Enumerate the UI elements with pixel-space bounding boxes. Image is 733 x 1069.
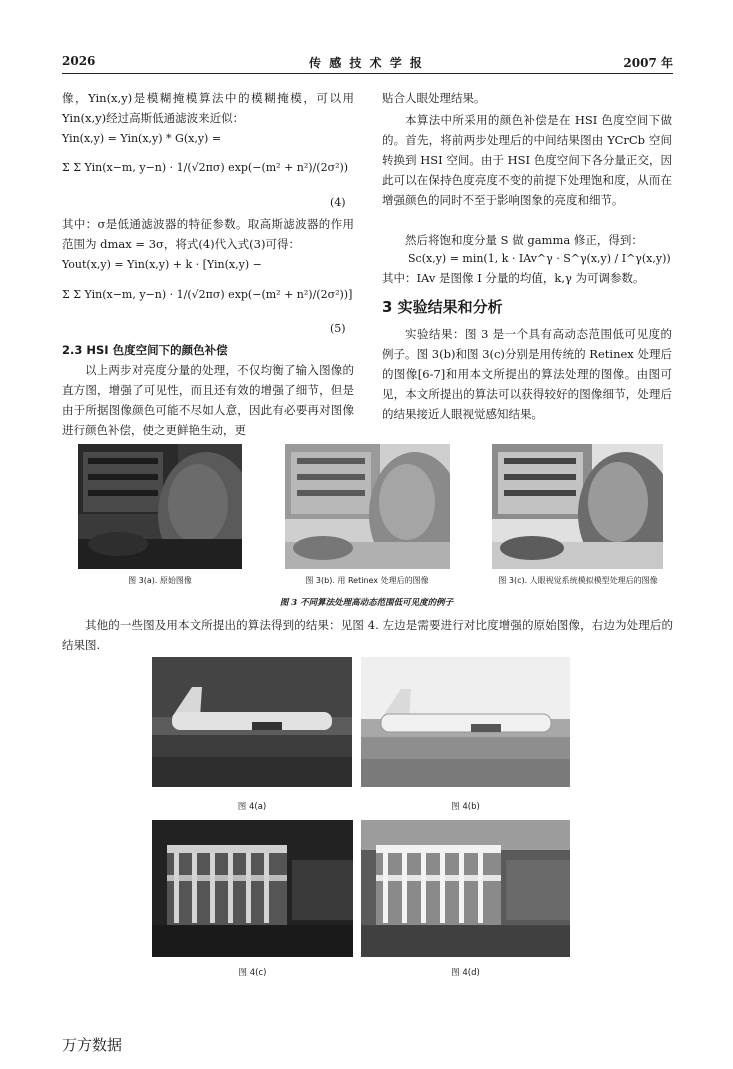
figure-4d-caption: 图 4(d) <box>451 968 480 978</box>
figure-4-intro: 其他的一些图及用本文所提出的算法得到的结果：见图 4. 左边是需要进行对比度增强的原始图像，右边为处理后的结果图. <box>62 618 673 652</box>
header-rule <box>62 73 673 74</box>
eq5-line2: Σ Σ Yin(x−m, y−n) · 1/(√2πσ) exp(−(m² + n²)/(2σ²))] <box>62 288 353 301</box>
right-para4: 实验结果：图 3 是一个具有高动态范围低可见度的例子。图 3(b)和图 3(c)分别是用传统的 Retinex 处理后的图像[6-7]和用本文所提出的算法处理的图像。由图可见，本文所提出的算法可以获得较好的图像细节，处理后的结果接近人眼视觉感知结果。 <box>382 327 672 421</box>
figure-4d-image <box>361 820 570 957</box>
eq5-line1: Yout(x,y) = Yin(x,y) + k · [Yin(x,y) − <box>62 258 262 271</box>
journal-title: 传 感 技 术 学 报 <box>309 56 424 70</box>
page-number: 2026 <box>62 54 96 68</box>
right-para1: 本算法中所采用的颜色补偿是在 HSI 色度空间下做的。首先，将前两步处理后的中间结果图由 YCrCb 空间转换到 HSI 空间。由于 HSI 色度空间下各分量正交，因此可以在保持色度亮度不变的前提下处理饱和度，从而在增强颜色的同时不至于影响图象的亮度和细节。 <box>382 113 672 207</box>
figure-3a-caption: 图 3(a). 原始图像 <box>128 576 192 585</box>
section-3-heading: 3 实验结果和分析 <box>382 298 503 316</box>
left-mid: 其中：σ是低通滤波器的特征参数。取高斯滤波器的作用范围为 dmax = 3σ，将式(4)代入式(3)可得： <box>62 217 354 251</box>
figure-3-title: 图 3 不同算法处理高动态范围低可见度的例子 <box>279 598 454 608</box>
right-line0: 贴合人眼处理结果。 <box>382 91 486 105</box>
right-para3: 其中：IAv 是图像 I 分量的均值，k,γ 为可调参数。 <box>382 271 645 285</box>
year: 2007 年 <box>623 56 673 70</box>
eq-saturation: Sc(x,y) = min(1, k · IAv^γ · S^γ(x,y) / I^γ(x,y)) <box>408 252 671 265</box>
eq4-line1: Yin(x,y) = Yin(x,y) * G(x,y) = <box>62 132 222 145</box>
left-para-2-3: 以上两步对亮度分量的处理，不仅均衡了输入图像的直方图，增强了可见性，而且还有效的增强了细节，但是由于所据图像颜色可能不尽如人意，因此有必要再对图像进行颜色补偿，使之更鲜艳生动，更 <box>62 363 354 437</box>
watermark: 万方数据 <box>62 1036 123 1054</box>
figure-4b-caption: 图 4(b) <box>451 802 480 812</box>
figure-4c-caption: 图 4(c) <box>238 968 267 978</box>
eq5-number: (5) <box>330 322 346 335</box>
figure-4a-image <box>152 657 352 787</box>
eq4-number: (4) <box>330 196 346 209</box>
right-para2: 然后将饱和度分量 S 做 gamma 修正，得到： <box>405 233 643 247</box>
figure-3a-image <box>78 444 242 569</box>
figure-3b-caption: 图 3(b). 用 Retinex 处理后的图像 <box>305 576 429 585</box>
left-intro: 像，Yin(x,y)是模糊掩模算法中的模糊掩模，可以用Yin(x,y)经过高斯低通滤波来近似： <box>62 91 354 125</box>
figure-4a-caption: 图 4(a) <box>237 802 267 812</box>
figure-3c-caption: 图 3(c). 人眼视觉系统模拟模型处理后的图像 <box>498 576 658 585</box>
section-2-3-heading: 2.3 HSI 色度空间下的颜色补偿 <box>62 343 228 357</box>
eq4-line2: Σ Σ Yin(x−m, y−n) · 1/(√2πσ) exp(−(m² + n²)/(2σ²)) <box>62 161 349 174</box>
figure-3b-image <box>285 444 450 569</box>
figure-4b-image <box>361 657 570 787</box>
figure-4c-image <box>152 820 353 957</box>
figure-3c-image <box>492 444 663 569</box>
